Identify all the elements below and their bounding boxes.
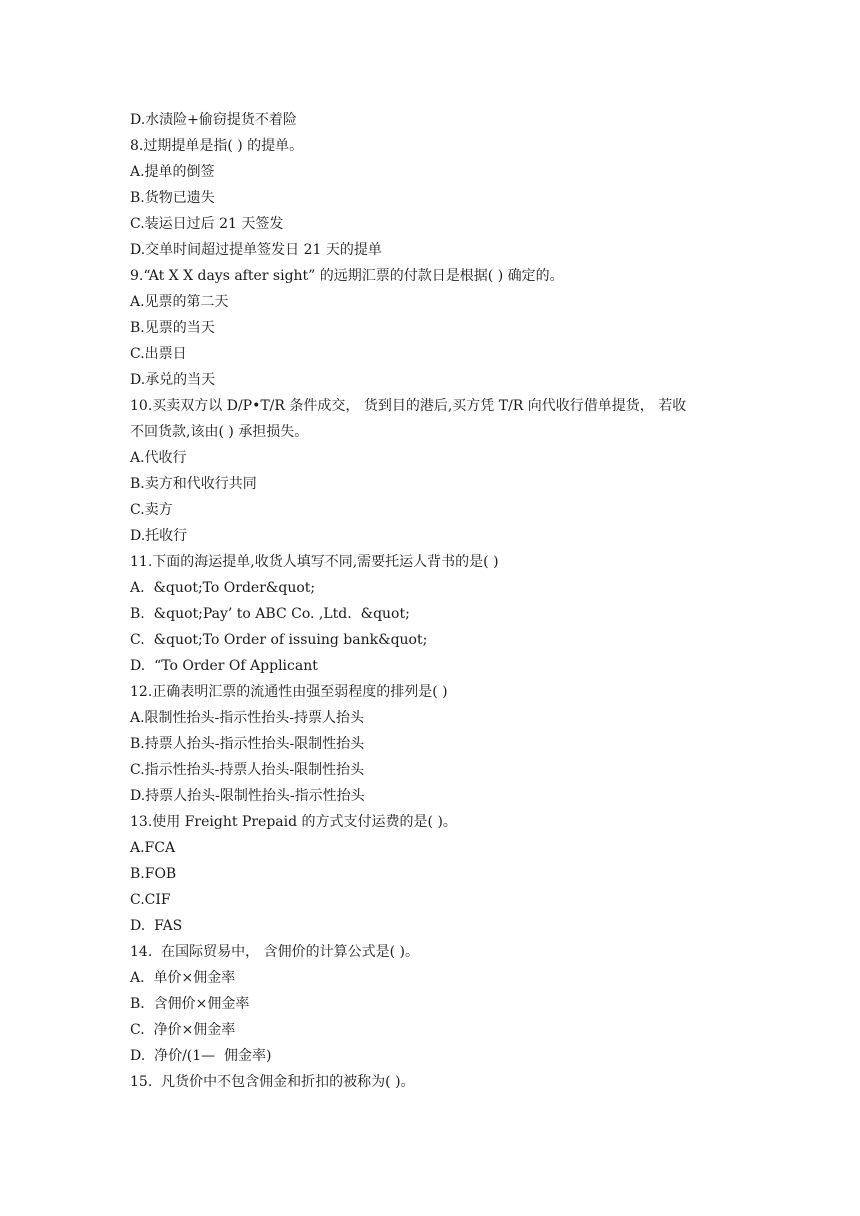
option-line: B.见票的当天	[130, 320, 215, 336]
question-9: 9.“At X X days after sight” 的远期汇票的付款日是根据( ) 确定的。	[130, 268, 564, 284]
question-11: 11.下面的海运提单,收货人填写不同,需要托运人背书的是( )	[130, 554, 499, 570]
option-line: A.限制性抬头-指示性抬头-持票人抬头	[130, 710, 365, 726]
option-line: D.交单时间超过提单签发日 21 天的提单	[130, 242, 382, 258]
document-body	[130, 107, 740, 1095]
option-line: B.货物已遗失	[130, 190, 215, 206]
option-line: A.FCA	[130, 840, 176, 856]
option-line: C.出票日	[130, 346, 187, 362]
question-10: 10.买卖双方以 D/P•T/R 条件成交， 货到目的港后,买方凭 T/R 向代收行借单提货， 若收	[130, 398, 687, 414]
option-line: C.卖方	[130, 502, 173, 518]
option-line: C. 净价×佣金率	[130, 1022, 236, 1038]
question-12: 12.正确表明汇票的流通性由强至弱程度的排列是( )	[130, 684, 448, 700]
question-15: 15. 凡货价中不包含佣金和折扣的被称为( )。	[130, 1074, 415, 1090]
option-line: A.见票的第二天	[130, 294, 229, 310]
option-line: B. &quot;Pay’ to ABC Co. ,Ltd. &quot;	[130, 606, 410, 622]
question-8: 8.过期提单是指( ) 的提单。	[130, 138, 304, 154]
question-14: 14. 在国际贸易中， 含佣价的计算公式是( )。	[130, 944, 419, 960]
text-line: D.水渍险+偷窃提货不着险	[130, 112, 297, 128]
option-line: D.承兑的当天	[130, 372, 216, 388]
option-line: B.FOB	[130, 866, 177, 882]
question-10-continued: 不回货款,该由( ) 承担损失。	[130, 424, 309, 440]
option-line: C. &quot;To Order of issuing bank&quot;	[130, 632, 428, 648]
option-line: A.代收行	[130, 450, 187, 466]
option-line: D. FAS	[130, 918, 183, 934]
option-line: B. 含佣价×佣金率	[130, 996, 250, 1012]
option-line: C.CIF	[130, 892, 171, 908]
option-line: A.提单的倒签	[130, 164, 215, 180]
option-line: B.卖方和代收行共同	[130, 476, 257, 492]
option-line: B.持票人抬头-指示性抬头-限制性抬头	[130, 736, 365, 752]
option-line: A. &quot;To Order&quot;	[130, 580, 316, 596]
option-line: A. 单价×佣金率	[130, 970, 236, 986]
question-13: 13.使用 Freight Prepaid 的方式支付运费的是( )。	[130, 814, 457, 830]
option-line: C.装运日过后 21 天签发	[130, 216, 284, 232]
option-line: C.指示性抬头-持票人抬头-限制性抬头	[130, 762, 365, 778]
option-line: D.托收行	[130, 528, 188, 544]
option-line: D.持票人抬头-限制性抬头-指示性抬头	[130, 788, 365, 804]
option-line: D. 净价/(1— 佣金率)	[130, 1048, 272, 1064]
option-line: D. “To Order Of Applicant	[130, 658, 318, 674]
